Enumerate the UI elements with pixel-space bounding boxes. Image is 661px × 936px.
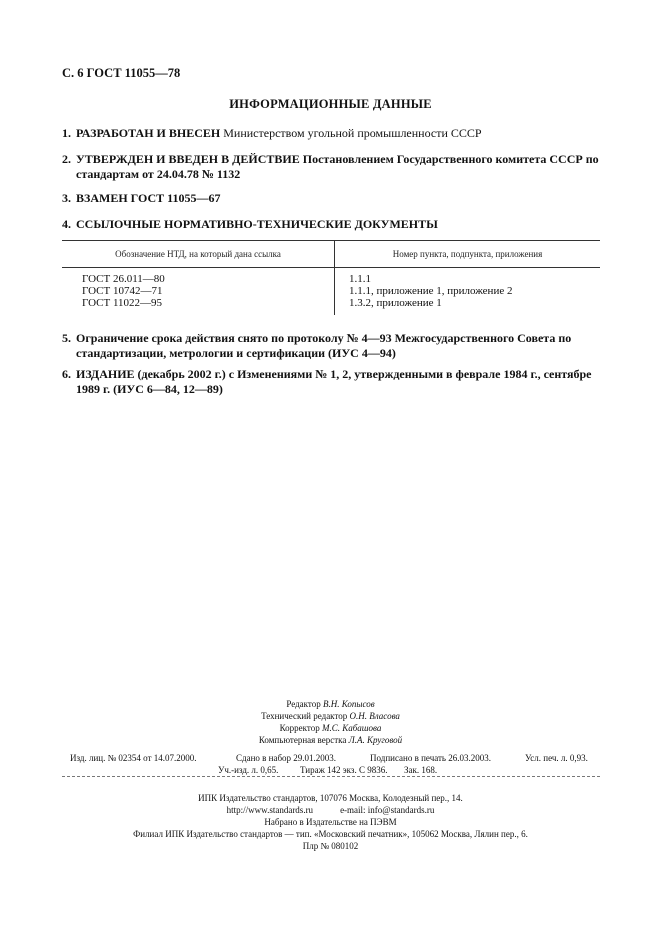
item-number: 2. bbox=[62, 152, 71, 166]
column-header-clause: Номер пункта, подпункта, приложения bbox=[335, 241, 601, 268]
email-link: e-mail: info@standards.ru bbox=[340, 805, 435, 815]
editor-name: В.Н. Копысов bbox=[323, 699, 375, 709]
table-cell: ГОСТ 10742—71 bbox=[62, 285, 335, 297]
table-row bbox=[62, 268, 600, 286]
table-cell: 1.1.1, приложение 1, приложение 2 bbox=[349, 285, 513, 297]
item-heading: УТВЕРЖДЕН И ВВЕДЕН В ДЕЙСТВИЕ bbox=[76, 152, 300, 166]
table-cell: ГОСТ 11022—95 bbox=[62, 297, 335, 315]
table-cell: 1.3.2, приложение 1 bbox=[349, 297, 442, 309]
info-item-6 bbox=[62, 367, 602, 397]
credit-corrector: Корректор М.С. Кабашова bbox=[279, 723, 382, 733]
item-heading: РАЗРАБОТАН И ВНЕСЕН bbox=[76, 126, 221, 140]
print-run: Тираж 142 экз. С 9836. bbox=[300, 765, 388, 775]
print-sheets: Усл. печ. л. 0,93. bbox=[525, 753, 588, 763]
table-cell: ГОСТ 26.011—80 bbox=[62, 268, 335, 286]
signed-date: Подписано в печать 26.03.2003. bbox=[370, 753, 492, 763]
credit-tech-editor: Технический редактор О.Н. Власова bbox=[261, 711, 400, 721]
table-cell: 1.1.1 bbox=[349, 273, 371, 285]
publisher-license: Плр № 080102 bbox=[302, 841, 359, 851]
table-row bbox=[62, 297, 600, 315]
corrector-name: М.С. Кабашова bbox=[321, 723, 382, 733]
publisher-contacts bbox=[0, 804, 661, 816]
tech-editor-name: О.Н. Власова bbox=[349, 711, 400, 721]
item-text: Постановлением Государственного комитета СССР по стандартам от 24.04.78 № 1132 bbox=[76, 152, 599, 181]
website-link: http://www.standards.ru bbox=[226, 805, 314, 815]
license-number: Изд. лиц. № 02354 от 14.07.2000. bbox=[70, 753, 197, 763]
reference-documents-table bbox=[62, 240, 600, 315]
item-text: Ограничение срока действия снято по протоколу № 4—93 Межгосударственного Совета по стандартизации, метрологии и сертификации (ИУС 4—94) bbox=[76, 331, 572, 360]
credit-editor: Редактор В.Н. Копысов bbox=[286, 699, 375, 709]
layout-name: Л.А. Круговой bbox=[348, 735, 403, 745]
credit-layout: Компьютерная верстка Л.А. Круговой bbox=[258, 735, 403, 745]
publisher-address: ИПК Издательство стандартов, 107076 Москва, Колодезный пер., 14. bbox=[198, 793, 463, 803]
info-item-4 bbox=[62, 217, 602, 232]
info-item-1 bbox=[62, 126, 602, 141]
item-number: 6. bbox=[62, 367, 71, 381]
page-header: С. 6 ГОСТ 11055—78 bbox=[62, 66, 181, 80]
publication-info-row-1 bbox=[70, 752, 600, 764]
info-item-3 bbox=[62, 191, 602, 206]
info-item-2 bbox=[62, 152, 602, 182]
item-number: 1. bbox=[62, 126, 71, 140]
section-title: ИНФОРМАЦИОННЫЕ ДАННЫЕ bbox=[229, 97, 432, 111]
publisher-typeset-note: Набрано в Издательстве на ПЭВМ bbox=[264, 817, 397, 827]
item-number: 4. bbox=[62, 217, 71, 231]
order-number: Зак. 168. bbox=[404, 765, 438, 775]
typeset-date: Сдано в набор 29.01.2003. bbox=[236, 753, 337, 763]
item-heading: ИЗДАНИЕ bbox=[76, 367, 135, 381]
column-header-designation: Обозначение НТД, на который дана ссылка bbox=[62, 241, 335, 268]
item-number: 5. bbox=[62, 331, 71, 345]
item-heading: ССЫЛОЧНЫЕ НОРМАТИВНО-ТЕХНИЧЕСКИЕ ДОКУМЕНТЫ bbox=[76, 217, 438, 231]
item-text: Министерством угольной промышленности СССР bbox=[220, 126, 482, 140]
table-row bbox=[62, 285, 600, 297]
publication-info-row-2 bbox=[70, 764, 600, 776]
item-heading: ВЗАМЕН ГОСТ 11055—67 bbox=[76, 191, 221, 205]
publisher-branch: Филиал ИПК Издательство стандартов — тип. «Московский печатник», 105062 Москва, Лялин пер., 6. bbox=[133, 829, 528, 839]
divider bbox=[62, 776, 600, 777]
info-item-5 bbox=[62, 331, 602, 361]
item-text: (декабрь 2002 г.) с Изменениями № 1, 2, утвержденными в феврале 1984 г., сентябре 1989 г. (ИУС 6—84, 12—89) bbox=[76, 367, 592, 396]
edu-sheets: Уч.-изд. л. 0,65. bbox=[218, 765, 279, 775]
item-number: 3. bbox=[62, 191, 71, 205]
